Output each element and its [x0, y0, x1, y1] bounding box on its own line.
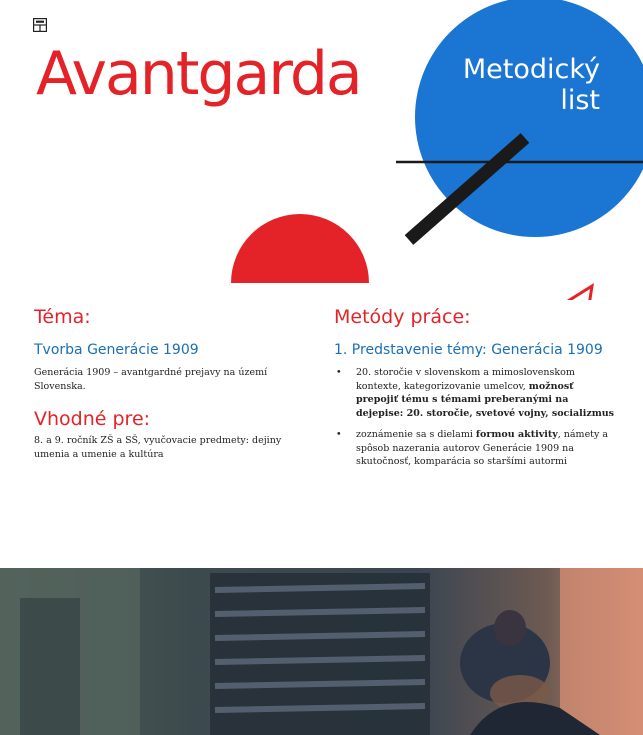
painting-image	[0, 568, 643, 735]
suitable-text: 8. a 9. ročník ZŠ a SŠ, vyučovacie predmety: dejiny umenia a umenie a kultúra	[34, 435, 282, 460]
bullet2-text2: , námety a spôsob nazerania autorov Generácie 1909 na skutočnosť, komparácia so staršími autormi	[356, 429, 609, 467]
topic-text: Generácia 1909 – avantgardné prejavy na území Slovenska.	[34, 367, 268, 392]
topic-heading: Téma:	[34, 306, 91, 328]
suitable-heading: Vhodné pre:	[34, 408, 151, 430]
bullet1-text: 20. storočie v slovenskom a mimoslovenskom kontexte, kategorizovanie umelcov,	[356, 367, 575, 392]
page-title: Avantgarda	[36, 39, 361, 109]
list-item	[336, 366, 616, 420]
badge-label	[440, 54, 600, 116]
badge-line-1: Metodický	[462, 54, 600, 85]
bullet1-bold: možnosť prepojiť tému s témami preberanými na dejepise: 20. storočie, svetové vojny, socializmus	[356, 380, 615, 419]
topic-subheading: Tvorba Generácie 1909	[34, 342, 199, 358]
badge-line-2: list	[560, 85, 600, 116]
methods-heading: Metódy práce:	[334, 306, 471, 328]
methods-list	[336, 366, 616, 477]
triangle-outline-icon	[568, 286, 592, 300]
methods-subheading: 1. Predstavenie témy: Generácia 1909	[334, 342, 603, 358]
list-item	[336, 428, 616, 469]
bullet2-bold: formou aktivity	[475, 429, 558, 440]
bullet2-text1: zoznámenie sa s dielami	[356, 429, 473, 440]
red-semicircle	[231, 214, 369, 283]
